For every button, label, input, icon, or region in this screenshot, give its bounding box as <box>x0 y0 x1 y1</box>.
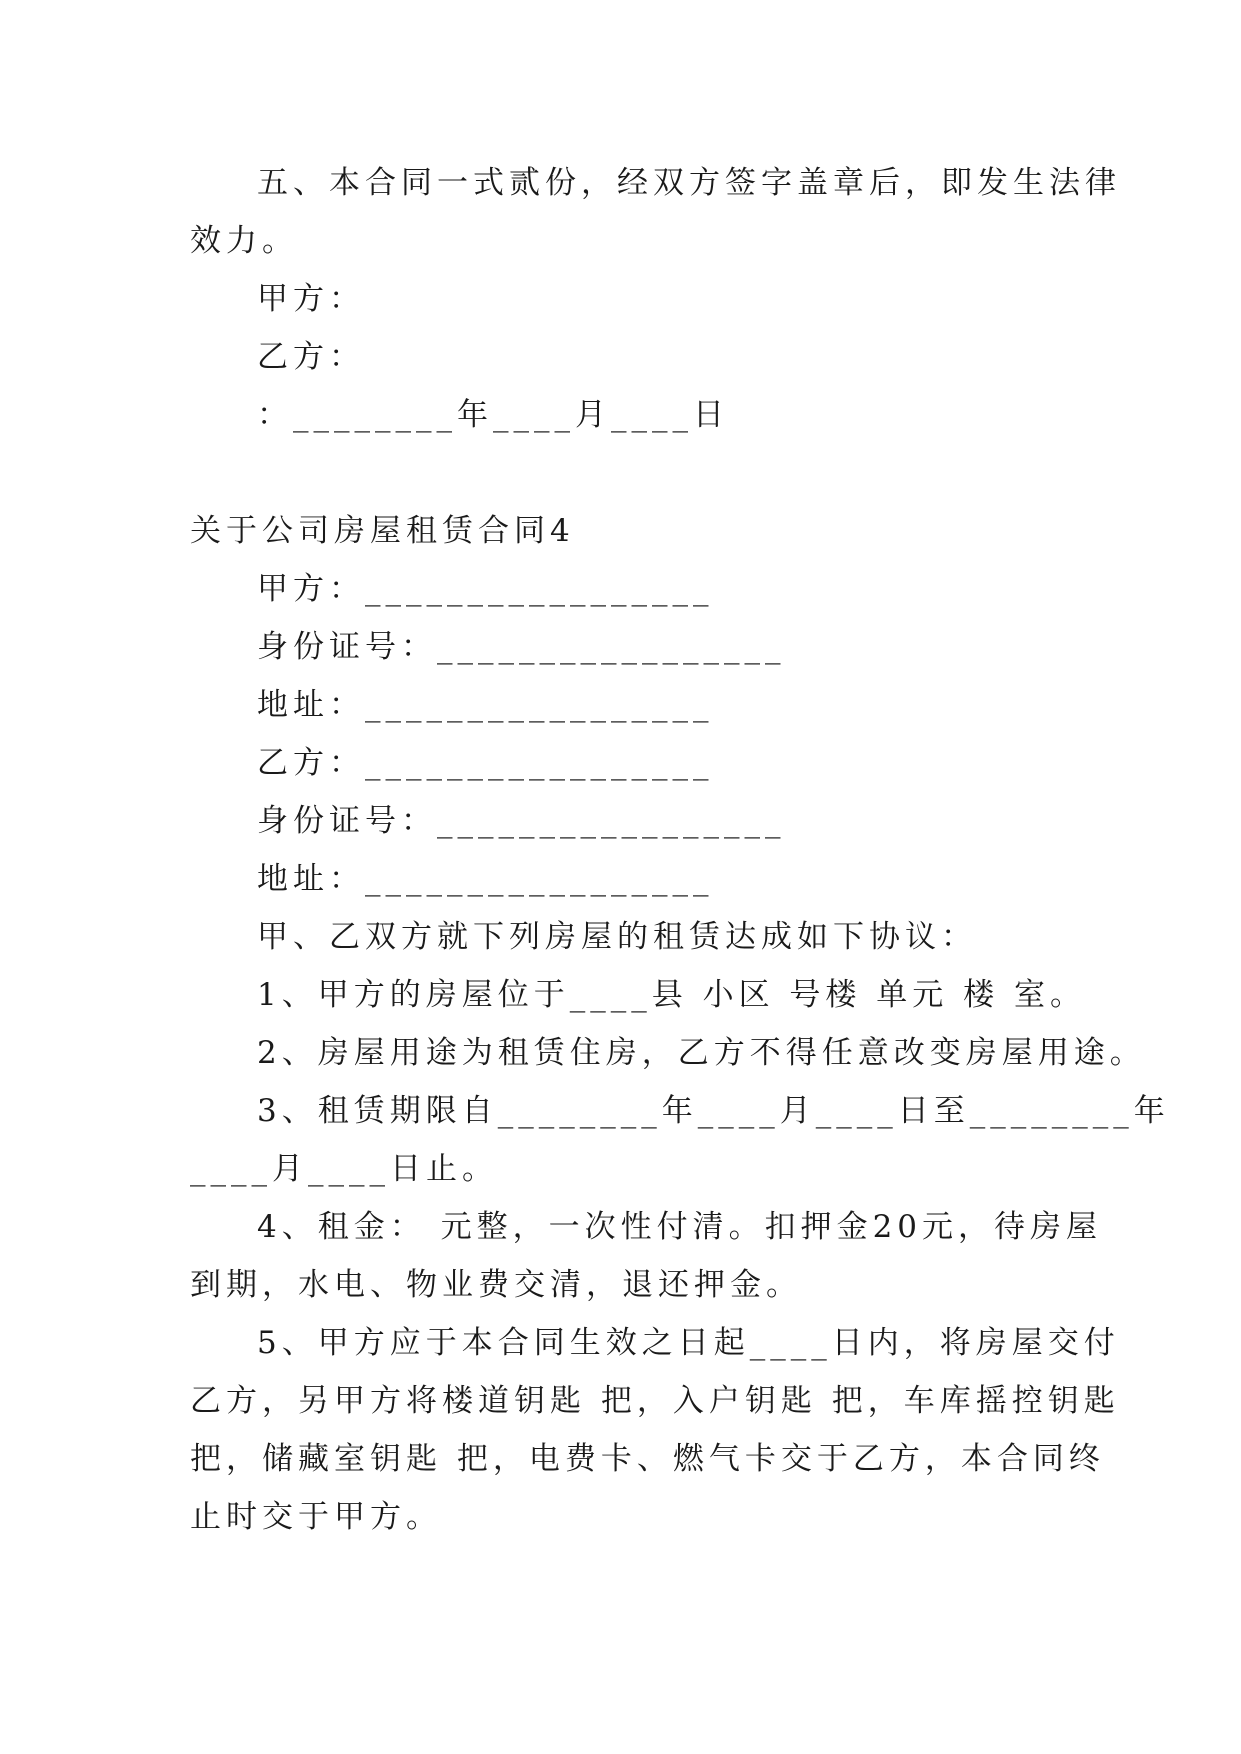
party-b-address-field: 地址：_________________ <box>257 861 714 897</box>
clause-4-line-1: 4、租金： 元整，一次性付清。扣押金20元，待房屋 <box>257 1209 1103 1245</box>
clause-3-line-1: 3、租赁期限自________年____月____日至________年 <box>257 1093 1170 1129</box>
clause-5-line-1: 五、本合同一式贰份，经双方签字盖章后，即发生法律 <box>257 165 1121 201</box>
clause-5b-line-1: 5、甲方应于本合同生效之日起____日内，将房屋交付 <box>257 1325 1120 1361</box>
party-a-address-field: 地址：_________________ <box>257 687 714 723</box>
party-b-id-field: 身份证号：_________________ <box>257 803 786 839</box>
signature-date-line: ：________年____月____日 <box>257 397 729 433</box>
party-a-signature-label: 甲方： <box>257 281 365 317</box>
agreement-intro: 甲、乙双方就下列房屋的租赁达成如下协议： <box>257 919 977 955</box>
clause-1: 1、甲方的房屋位于____县 小区 号楼 单元 楼 室。 <box>257 977 1086 1013</box>
party-b-signature-label: 乙方： <box>257 339 365 375</box>
contract-title: 关于公司房屋租赁合同4 <box>190 513 575 549</box>
clause-2: 2、房屋用途为租赁住房，乙方不得任意改变房屋用途。 <box>257 1035 1146 1071</box>
clause-3-line-2: ____月____日止。 <box>190 1151 498 1187</box>
clause-5b-line-2: 乙方，另甲方将楼道钥匙 把，入户钥匙 把，车库摇控钥匙 <box>190 1383 1120 1419</box>
clause-5-line-2: 效力。 <box>190 223 298 259</box>
party-a-field: 甲方：_________________ <box>257 571 714 607</box>
party-a-id-field: 身份证号：_________________ <box>257 629 786 665</box>
clause-5b-line-3: 把，储藏室钥匙 把，电费卡、燃气卡交于乙方，本合同终 <box>190 1441 1105 1477</box>
clause-4-line-2: 到期，水电、物业费交清，退还押金。 <box>190 1267 802 1303</box>
party-b-field: 乙方：_________________ <box>257 745 714 781</box>
clause-5b-line-4: 止时交于甲方。 <box>190 1499 442 1535</box>
